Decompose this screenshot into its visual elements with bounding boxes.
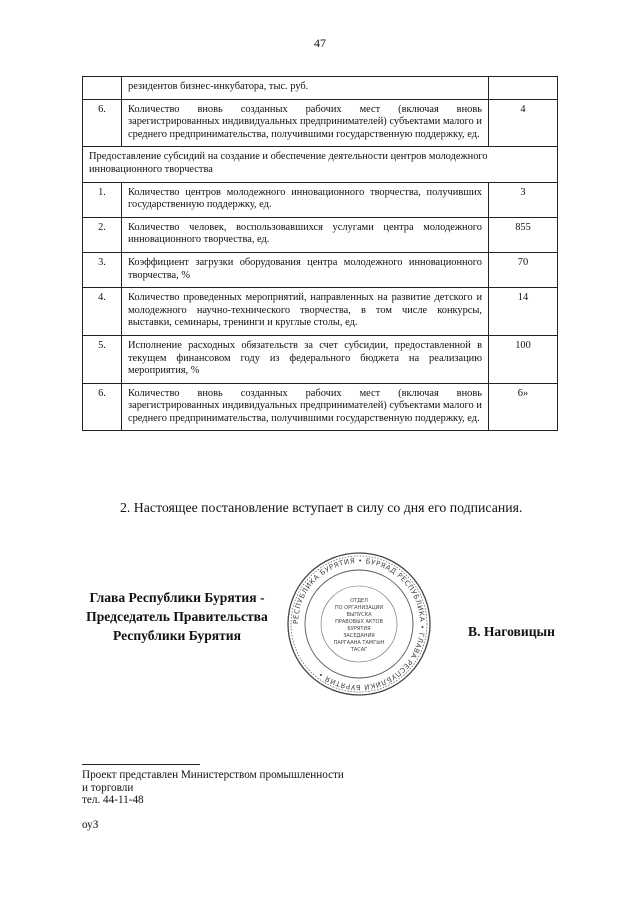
table-row <box>83 383 558 431</box>
row-description: Количество вновь созданных рабочих мест (включая вновь зарегистрированных индивидуальных предпринимателей) субъектами малого и среднего предпринимательства, получившими государственную поддержку, ед. <box>122 99 489 147</box>
table-row <box>83 182 558 217</box>
row-number: 1. <box>83 182 122 217</box>
official-seal <box>285 550 433 698</box>
document-code: оуЗ <box>82 819 99 831</box>
row-value: 14 <box>489 288 558 336</box>
row-number: 2. <box>83 217 122 252</box>
seal-center-text: ОТДЕЛ <box>350 598 368 604</box>
signatory-title-line: Председатель Правительства <box>86 609 268 624</box>
row-description: резидентов бизнес-инкубатора, тыс. руб. <box>122 77 489 100</box>
row-description: Количество вновь созданных рабочих мест (включая вновь зарегистрированных индивидуальных предпринимателей) субъектами малого и среднего предпринимательства, получившими государственную поддержку, ед. <box>122 383 489 431</box>
row-value: 6» <box>489 383 558 431</box>
row-value: 100 <box>489 335 558 383</box>
signatory-name: В. Наговицын <box>468 624 555 639</box>
seal-ring-text: РЕСПУБЛИКА БУРЯТИЯ • БУРЯАД РЕСПУБЛИКА • ГЛАВА РЕСПУБЛИКИ БУРЯТИЯ • <box>291 556 427 692</box>
row-number: 6. <box>83 99 122 147</box>
row-number <box>83 77 122 100</box>
footer-divider <box>82 764 200 765</box>
row-value: 70 <box>489 252 558 287</box>
row-value: 3 <box>489 182 558 217</box>
table-section-row <box>83 147 558 182</box>
row-description: Количество проведенных мероприятий, направленных на развитие детского и молодежного научно-технического творчества, в том числе конкурсы, выставки, семинары, тренинги и круглые столы, ед. <box>122 288 489 336</box>
table-row <box>83 288 558 336</box>
row-description: Количество человек, воспользовавшихся услугами центра молодежного инновационного творчества, ед. <box>122 217 489 252</box>
row-description: Коэффициент загрузки оборудования центра молодежного инновационного творчества, % <box>122 252 489 287</box>
footer-line-text: Проект представлен Министерством промышленности <box>82 769 344 781</box>
row-number: 5. <box>83 335 122 383</box>
signatory-title <box>72 588 282 645</box>
row-number: 3. <box>83 252 122 287</box>
footer-line-text: тел. 44-11-48 <box>82 794 144 807</box>
seal-center-text: ПО ОРГАНИЗАЦИИ <box>334 605 384 611</box>
section-heading: Предоставление субсидий на создание и обеспечение деятельности центров молодежного инновационного творчества <box>83 147 558 182</box>
page-number: 47 <box>314 36 326 50</box>
seal-center-text: ЗАСЕДАНИЯ <box>343 633 375 639</box>
row-description: Количество центров молодежного инновационного творчества, получивших государственную поддержку, ед. <box>122 182 489 217</box>
table-row <box>83 335 558 383</box>
row-number: 6. <box>83 383 122 431</box>
seal-center-text: ПРАВОВЫХ АКТОВ <box>335 619 383 625</box>
clause-text: 2. Настоящее постановление вступает в силу со дня его подписания. <box>120 500 523 515</box>
row-value: 855 <box>489 217 558 252</box>
row-value: 4 <box>489 99 558 147</box>
row-value <box>489 77 558 100</box>
seal-center-text: ВЫПУСКА <box>346 612 372 618</box>
seal-center-text: ПАРГААНА ТАМГЫН <box>333 640 385 646</box>
table-row <box>83 99 558 147</box>
table-row <box>83 77 558 100</box>
footer-note <box>82 769 344 807</box>
seal-center-text: ТАСАГ <box>350 647 368 653</box>
footer-line-text: и торговли <box>82 781 134 794</box>
signatory-title-line: Глава Республики Бурятия - <box>89 590 265 605</box>
signatory-title-line: Республики Бурятия <box>112 628 241 643</box>
indicators-table <box>82 76 558 431</box>
row-description: Исполнение расходных обязательств за счет субсидии, предоставленной в текущем финансовом году из федерального бюджета на реализацию мероприятия, % <box>122 335 489 383</box>
row-number: 4. <box>83 288 122 336</box>
table-row <box>83 217 558 252</box>
table-row <box>83 252 558 287</box>
seal-center-text: БУРЯТИЯ <box>347 626 371 632</box>
